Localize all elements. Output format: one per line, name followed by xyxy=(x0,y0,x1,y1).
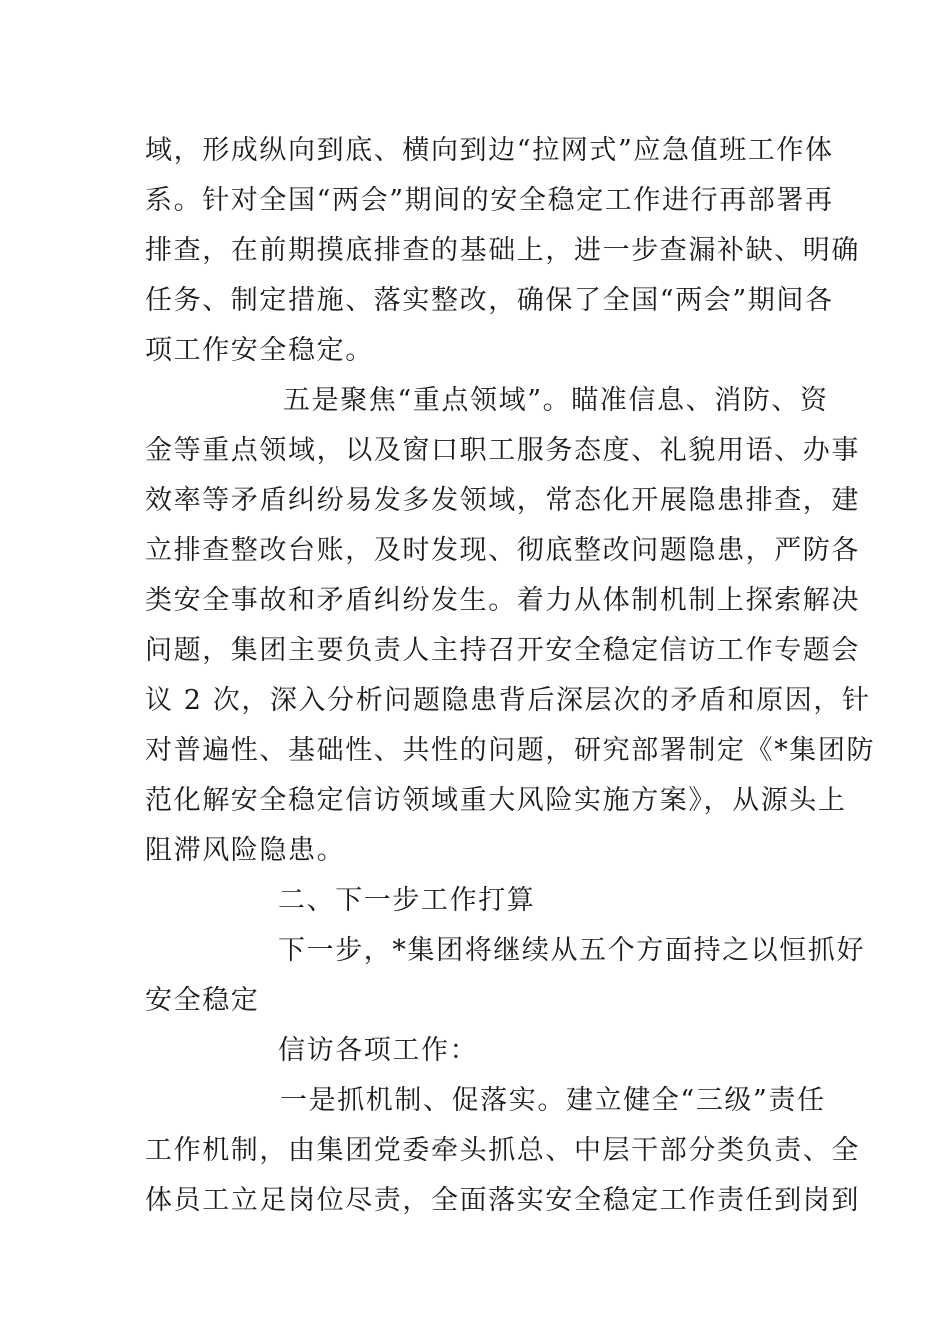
text-line: 系。针对全国“两会”期间的安全稳定工作进行再部署再 xyxy=(145,185,834,216)
text-line: 体员工立足岗位尽责，全面落实安全稳定工作责任到岗到 xyxy=(145,1185,860,1216)
section-heading: 二、下一步工作打算 xyxy=(278,885,536,916)
text-line: 阻滞风险隐患。 xyxy=(145,835,346,866)
text-line: 金等重点领域，以及窗口职工服务态度、礼貌用语、办事 xyxy=(145,435,860,466)
text-line: 立排查整改台账，及时发现、彻底整改问题隐患，严防各 xyxy=(145,535,860,566)
text-line: 效率等矛盾纠纷易发多发领域，常态化开展隐患排查，建 xyxy=(145,485,860,516)
text-line: 安全稳定 xyxy=(145,985,260,1016)
text-line: 类安全事故和矛盾纠纷发生。着力从体制机制上探索解决 xyxy=(145,585,860,616)
text-line: 对普遍性、基础性、共性的问题，研究部署制定《*集团防 xyxy=(145,735,876,766)
text-line: 域，形成纵向到底、横向到边“拉网式”应急值班工作体 xyxy=(145,135,834,166)
text-line: 任务、制定措施、落实整改，确保了全国“两会”期间各 xyxy=(145,285,834,316)
text-line: 议 2 次，深入分析问题隐患背后深层次的矛盾和原因，针 xyxy=(145,685,871,716)
text-line: 项工作安全稳定。 xyxy=(145,335,374,366)
paragraph-start-line: 五是聚焦“重点领域”。瞄准信息、消防、资 xyxy=(283,385,829,416)
text-line: 范化解安全稳定信访领域重大风险实施方案》，从源头上 xyxy=(145,785,847,816)
paragraph-start-line: 下一步，*集团将继续从五个方面持之以恒抓好 xyxy=(278,935,866,966)
text-line: 工作机制，由集团党委牵头抓总、中层干部分类负责、全 xyxy=(145,1135,860,1166)
text-line: 问题，集团主要负责人主持召开安全稳定信访工作专题会 xyxy=(145,635,860,666)
text-line: 信访各项工作： xyxy=(278,1035,479,1066)
body-text xyxy=(145,126,876,1226)
paragraph-start-line: 一是抓机制、促落实。建立健全“三级”责任 xyxy=(280,1085,826,1116)
text-line: 排查，在前期摸底排查的基础上，进一步查漏补缺、明确 xyxy=(145,235,860,266)
